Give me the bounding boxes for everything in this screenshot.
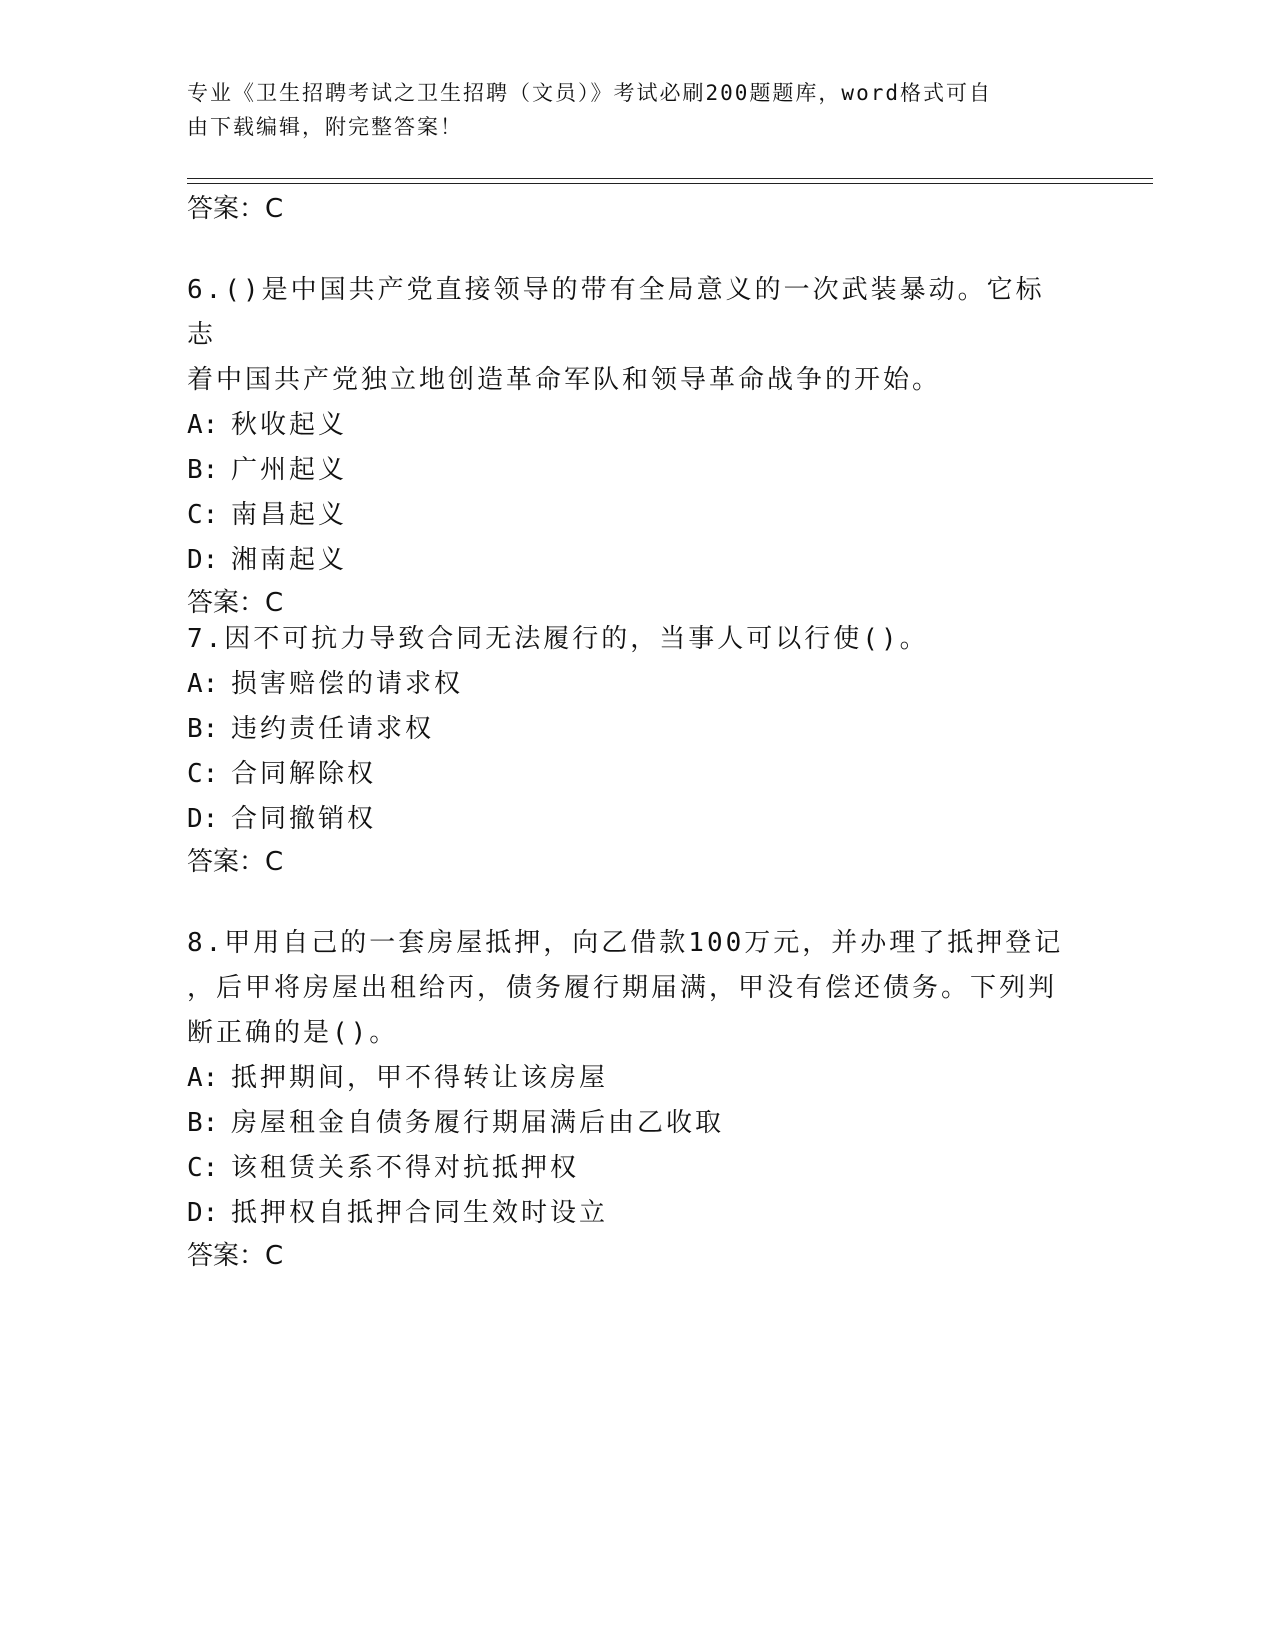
option-letter: A: [187, 669, 219, 699]
option-text: 抵押期间，甲不得转让该房屋 [231, 1063, 609, 1093]
header-line-1: 专业《卫生招聘考试之卫生招聘（文员）》考试必刷200题题库，word格式可自 [187, 81, 992, 105]
option-letter: D: [187, 545, 219, 575]
question-text [187, 268, 1067, 403]
option-letter: C: [187, 500, 219, 530]
option-letter: B: [187, 714, 219, 744]
option-b [187, 448, 1087, 493]
question-7 [187, 617, 1087, 882]
option-c [187, 752, 1087, 797]
option-text: 秋收起义 [231, 410, 348, 440]
header-divider-bottom [187, 183, 1153, 184]
document-header [187, 76, 1067, 144]
option-b [187, 707, 1087, 752]
option-text: 房屋租金自债务履行期届满后由乙收取 [231, 1108, 725, 1138]
option-text: 合同解除权 [231, 759, 377, 789]
question-8 [187, 921, 1087, 1276]
option-a [187, 662, 1087, 707]
option-letter: D: [187, 804, 219, 834]
question-line: 8.甲用自己的一套房屋抵押，向乙借款100万元，并办理了抵押登记 [187, 928, 1064, 958]
previous-answer: 答案：C [187, 194, 284, 224]
question-text [187, 921, 1067, 1056]
question-text [187, 617, 1067, 662]
option-letter: B: [187, 1108, 219, 1138]
option-text: 抵押权自抵押合同生效时设立 [231, 1198, 609, 1228]
option-letter: C: [187, 759, 219, 789]
option-letter: A: [187, 410, 219, 440]
option-text: 损害赔偿的请求权 [231, 669, 464, 699]
option-text: 南昌起义 [231, 500, 348, 530]
option-c [187, 1146, 1087, 1191]
option-letter: C: [187, 1153, 219, 1183]
answer: 答案：C [187, 847, 284, 877]
question-6 [187, 268, 1087, 623]
option-text: 合同撤销权 [231, 804, 377, 834]
option-d [187, 1191, 1087, 1236]
answer: 答案：C [187, 1241, 284, 1271]
option-text: 违约责任请求权 [231, 714, 435, 744]
option-a [187, 1056, 1087, 1101]
option-letter: B: [187, 455, 219, 485]
header-divider-top [187, 178, 1153, 179]
header-line-2: 由下载编辑，附完整答案！ [187, 115, 463, 139]
question-line: 着中国共产党独立地创造革命军队和领导革命战争的开始。 [187, 365, 942, 395]
question-line: 7.因不可抗力导致合同无法履行的，当事人可以行使()。 [187, 624, 929, 654]
answer: 答案：C [187, 588, 284, 618]
option-letter: A: [187, 1063, 219, 1093]
option-a [187, 403, 1087, 448]
option-text: 广州起义 [231, 455, 348, 485]
option-d [187, 538, 1087, 583]
option-b [187, 1101, 1087, 1146]
option-text: 该租赁关系不得对抗抵押权 [231, 1153, 580, 1183]
option-c [187, 493, 1087, 538]
option-d [187, 797, 1087, 842]
option-text: 湘南起义 [231, 545, 348, 575]
question-line: 断正确的是()。 [187, 1018, 399, 1048]
option-letter: D: [187, 1198, 219, 1228]
question-line: 6.()是中国共产党直接领导的带有全局意义的一次武装暴动。它标志 [187, 275, 1045, 350]
question-line: ，后甲将房屋出租给丙，债务履行期届满，甲没有偿还债务。下列判 [187, 973, 1058, 1003]
